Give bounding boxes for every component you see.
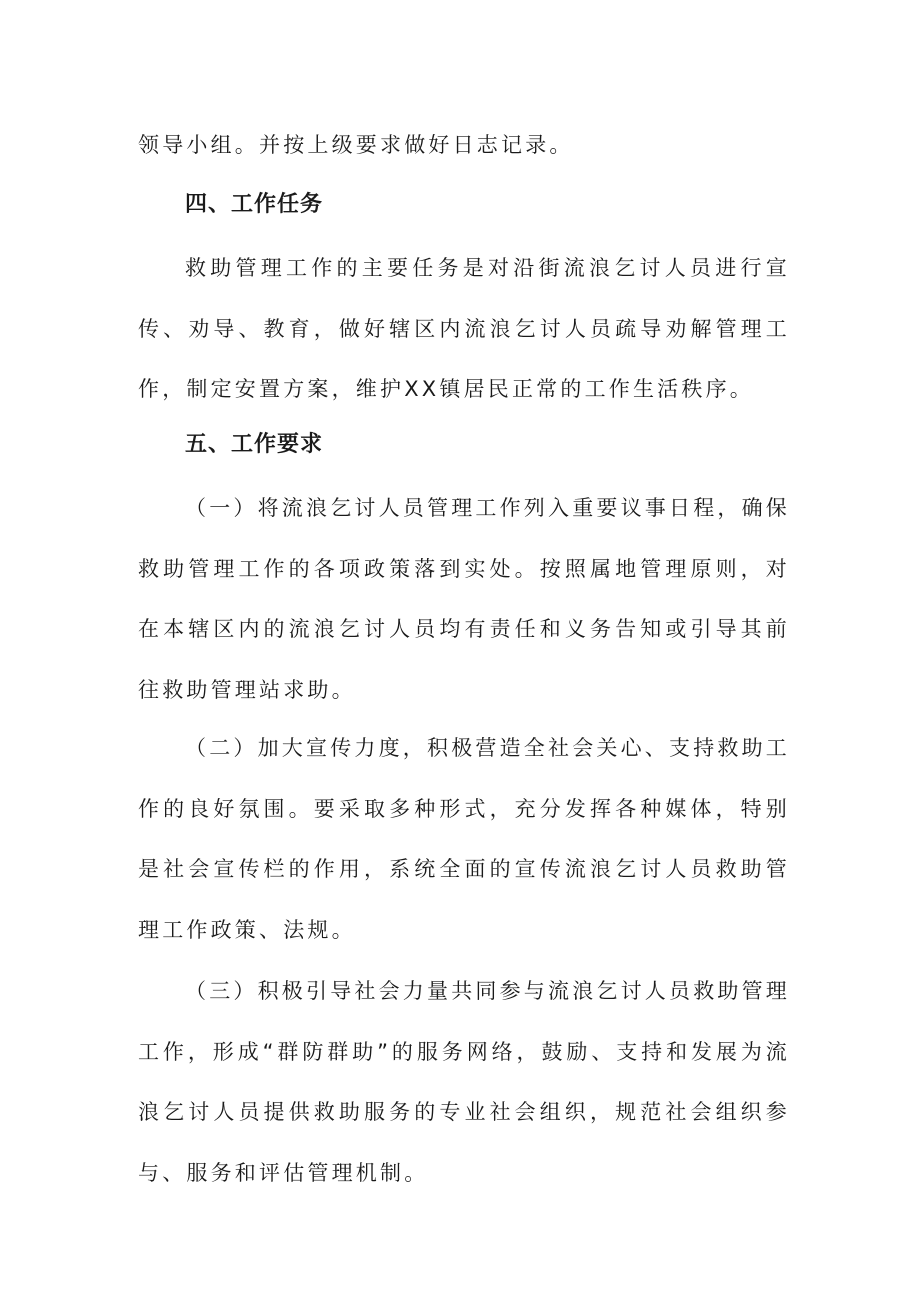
section-heading-work-tasks: 四、工作任务 bbox=[185, 192, 324, 217]
section-heading-work-requirements: 五、工作要求 bbox=[185, 432, 324, 457]
paragraph-work-tasks: 救助管理工作的主要任务是对沿街流浪乞讨人员进行宣传、劝导、教育，做好辖区内流浪乞讨人员疏导劝解管理工作，制定安置方案，维护XX镇居民正常的工作生活秩序。 bbox=[138, 256, 790, 401]
paragraph-requirement-3: （三）积极引导社会力量共同参与流浪乞讨人员救助管理工作，形成“群防群助”的服务网络，鼓励、支持和发展为流浪乞讨人员提供救助服务的专业社会组织，规范社会组织参与、服务和评估管理机制。 bbox=[138, 979, 790, 1185]
paragraph-continuation: 领导小组。并按上级要求做好日志记录。 bbox=[138, 133, 574, 157]
paragraph-requirement-1: （一）将流浪乞讨人员管理工作列入重要议事日程，确保救助管理工作的各项政策落到实处。按照属地管理原则，对在本辖区内的流浪乞讨人员均有责任和义务告知或引导其前往救助管理站求助。 bbox=[138, 496, 790, 702]
paragraph-requirement-2: （二）加大宣传力度，积极营造全社会关心、支持救助工作的良好氛围。要采取多种形式，充分发挥各种媒体，特别是社会宣传栏的作用，系统全面的宣传流浪乞讨人员救助管理工作政策、法规。 bbox=[138, 736, 790, 942]
